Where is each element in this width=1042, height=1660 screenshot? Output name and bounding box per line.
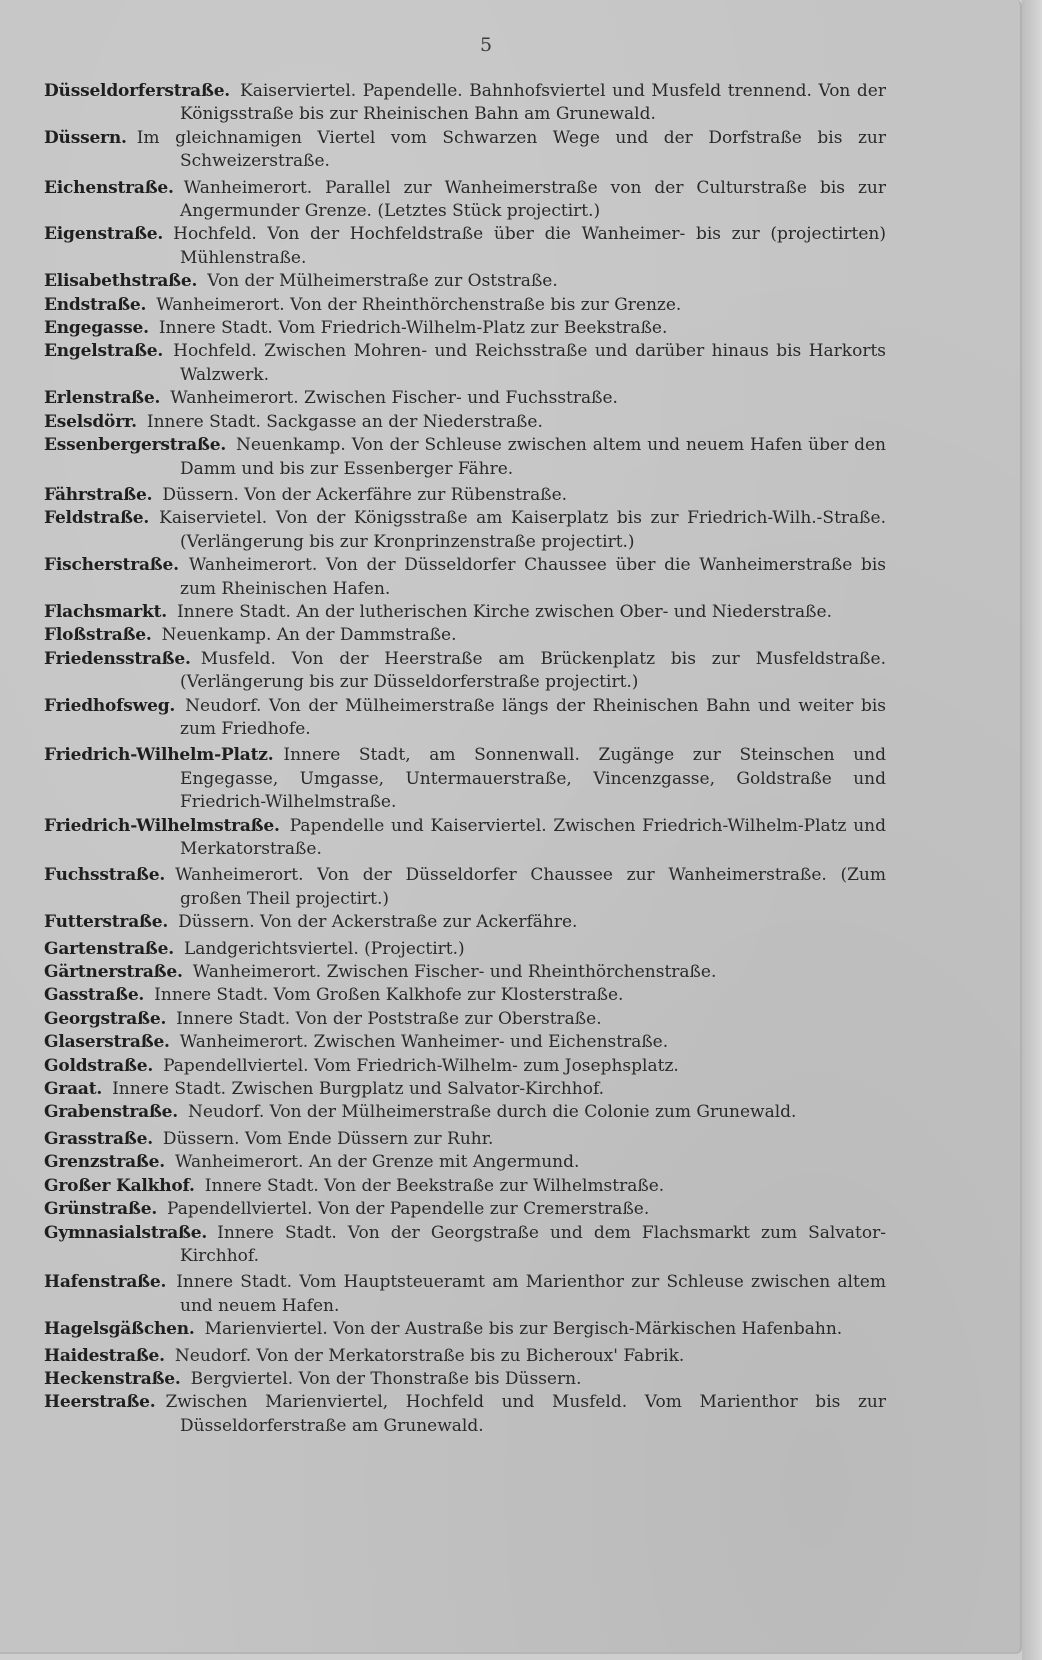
street-name: Grünstraße. bbox=[44, 1199, 158, 1220]
street-name: Endstraße. bbox=[44, 294, 147, 315]
street-description: Innere Stadt. Sackgasse an der Niederstraße. bbox=[146, 411, 543, 432]
street-name: Friedhofsweg. bbox=[44, 695, 176, 716]
street-description: Innere Stadt. Von der Georgstraße und dem Flachsmarkt zum Salvator-Kirchhof. bbox=[180, 1222, 886, 1266]
street-description: Wanheimerort. Zwischen Fischer- und Rheinthörchenstraße. bbox=[192, 962, 717, 983]
directory-entry bbox=[44, 80, 886, 127]
street-name: Feldstraße. bbox=[44, 508, 150, 529]
street-name: Gymnasialstraße. bbox=[44, 1222, 208, 1243]
directory-entry bbox=[44, 484, 886, 507]
scan-edge bbox=[1022, 0, 1042, 1660]
street-description: Wanheimerort. Von der Rheinthörchenstraße bis zur Grenze. bbox=[156, 294, 682, 315]
directory-entry bbox=[44, 1198, 886, 1221]
street-name: Grenzstraße. bbox=[44, 1152, 165, 1173]
directory-entry bbox=[44, 961, 886, 984]
street-name: Gartenstraße. bbox=[44, 938, 174, 959]
street-description: Wanheimerort. Von der Düsseldorfer Chaussee zur Wanheimerstraße. (Zum großen Theil projectirt.) bbox=[175, 865, 886, 909]
directory-entry bbox=[44, 1055, 886, 1078]
directory-entry bbox=[44, 624, 886, 647]
directory-entry bbox=[44, 554, 886, 601]
street-name: Heerstraße. bbox=[44, 1392, 156, 1413]
directory-entry bbox=[44, 1008, 886, 1031]
street-description: Innere Stadt. Vom Großen Kalkhofe zur Klosterstraße. bbox=[154, 985, 624, 1006]
street-description: Düssern. Von der Ackerfähre zur Rübenstraße. bbox=[162, 484, 568, 505]
street-name: Engegasse. bbox=[44, 318, 149, 339]
directory-entry bbox=[44, 911, 886, 934]
directory-entry bbox=[44, 1128, 886, 1151]
street-description: Zwischen Marienviertel, Hochfeld und Musfeld. Vom Marienthor bis zur Düsseldorferstraße am Grunewald. bbox=[165, 1392, 886, 1436]
directory-entry bbox=[44, 177, 886, 224]
street-name: Düssern. bbox=[44, 127, 127, 148]
street-name: Grabenstraße. bbox=[44, 1102, 178, 1123]
street-name: Fischerstraße. bbox=[44, 555, 179, 576]
street-name: Friedensstraße. bbox=[44, 648, 191, 669]
street-description: Im gleichnamigen Viertel vom Schwarzen Wege und der Dorfstraße bis zur Schweizerstraße. bbox=[136, 127, 886, 172]
street-description: Hochfeld. Zwischen Mohren- und Reichsstraße und darüber hinaus bis Harkorts Walzwerk. bbox=[173, 341, 886, 385]
street-name: Friedrich-Wilhelm-Platz. bbox=[44, 745, 274, 766]
directory-entry bbox=[44, 411, 886, 434]
street-description: Neudorf. Von der Mülheimerstraße längs der Rheinischen Bahn und weiter bis zum Friedhofe. bbox=[180, 695, 886, 739]
street-name: Elisabethstraße. bbox=[44, 271, 198, 292]
street-description: Landgerichtsviertel. (Projectirt.) bbox=[183, 938, 465, 959]
directory-entry bbox=[44, 434, 886, 481]
street-description: Innere Stadt. Zwischen Burgplatz und Salvator-Kirchhof. bbox=[112, 1079, 605, 1100]
street-name: Gärtnerstraße. bbox=[44, 962, 183, 983]
street-description: Innere Stadt. Von der Beekstraße zur Wilhelmstraße. bbox=[204, 1175, 665, 1196]
directory-entry bbox=[44, 695, 886, 742]
street-name: Goldstraße. bbox=[44, 1055, 154, 1076]
street-name: Düsseldorferstraße. bbox=[44, 81, 231, 101]
street-description: Wanheimerort. Von der Düsseldorfer Chaussee über die Wanheimerstraße bis zum Rheinischen Hafen. bbox=[180, 555, 886, 599]
street-description: Papendelle und Kaiserviertel. Zwischen Friedrich-Wilhelm-Platz und Merkatorstraße. bbox=[180, 815, 886, 859]
street-name: Fährstraße. bbox=[44, 484, 153, 505]
directory-entry bbox=[44, 223, 886, 270]
street-name: Grasstraße. bbox=[44, 1128, 153, 1149]
street-description: Kaiserviertel. Papendelle. Bahnhofsviertel und Musfeld trennend. Von der Königsstraße bis zur Rheinischen Bahn am Grunewald. bbox=[180, 81, 886, 125]
street-name: Hagelsgäßchen. bbox=[44, 1319, 195, 1340]
street-description: Innere Stadt, am Sonnenwall. Zugänge zur Steinschen und Engegasse, Umgasse, Untermauerstraße, Vincenzgasse, Goldstraße und Friedrich-Wilhelmstraße. bbox=[180, 745, 886, 813]
directory-entry bbox=[44, 744, 886, 814]
street-description: Innere Stadt. Vom Hauptsteueramt am Marienthor zur Schleuse zwischen altem und neuem Hafen. bbox=[176, 1272, 886, 1316]
street-name: Futterstraße. bbox=[44, 912, 169, 933]
directory-entry bbox=[44, 507, 886, 554]
street-name: Gasstraße. bbox=[44, 985, 145, 1006]
directory-entry bbox=[44, 1222, 886, 1269]
directory-entry bbox=[44, 601, 886, 624]
directory-entry bbox=[44, 317, 886, 340]
directory-entry bbox=[44, 1151, 886, 1174]
street-directory bbox=[44, 80, 886, 1438]
street-description: Wanheimerort. An der Grenze mit Angermund. bbox=[174, 1152, 580, 1173]
street-description: Bergviertel. Von der Thonstraße bis Düssern. bbox=[190, 1368, 582, 1389]
street-name: Heckenstraße. bbox=[44, 1368, 181, 1389]
directory-entry bbox=[44, 1031, 886, 1054]
street-name: Georgstraße. bbox=[44, 1008, 167, 1029]
directory-entry bbox=[44, 938, 886, 961]
street-description: Düssern. Vom Ende Düssern zur Ruhr. bbox=[162, 1128, 494, 1149]
directory-entry bbox=[44, 1368, 886, 1391]
street-name: Glaserstraße. bbox=[44, 1032, 170, 1053]
directory-entry bbox=[44, 1175, 886, 1198]
street-name: Haidestraße. bbox=[44, 1345, 165, 1366]
directory-entry bbox=[44, 294, 886, 317]
directory-entry bbox=[44, 648, 886, 695]
street-name: Großer Kalkhof. bbox=[44, 1175, 195, 1196]
street-description: Neuenkamp. Von der Schleuse zwischen altem und neuem Hafen über den Damm und bis zur Essenberger Fähre. bbox=[180, 435, 886, 479]
street-description: Von der Mülheimerstraße zur Oststraße. bbox=[207, 271, 558, 292]
street-description: Neudorf. Von der Merkatorstraße bis zu Bicheroux' Fabrik. bbox=[174, 1345, 685, 1366]
street-name: Eigenstraße. bbox=[44, 224, 164, 245]
street-name: Essenbergerstraße. bbox=[44, 435, 227, 456]
directory-entry bbox=[44, 1078, 886, 1101]
street-description: Papendellviertel. Von der Papendelle zur Cremerstraße. bbox=[167, 1199, 650, 1220]
street-description: Kaiservietel. Von der Königsstraße am Kaiserplatz bis zur Friedrich-Wilh.-Straße. (Verlängerung bis zur Kronprinzenstraße projectirt.) bbox=[159, 508, 886, 552]
street-description: Wanheimerort. Parallel zur Wanheimerstraße von der Culturstraße bis zur Angermunder Grenze. (Letztes Stück projectirt.) bbox=[180, 177, 886, 222]
street-name: Flachsmarkt. bbox=[44, 601, 167, 622]
street-description: Innere Stadt. Vom Friedrich-Wilhelm-Platz zur Beekstraße. bbox=[158, 318, 668, 339]
directory-entry bbox=[44, 1391, 886, 1438]
street-description: Düssern. Von der Ackerstraße zur Ackerfähre. bbox=[178, 912, 578, 933]
directory-entry bbox=[44, 1101, 886, 1124]
street-description: Wanheimerort. Zwischen Fischer- und Fuchsstraße. bbox=[170, 388, 618, 409]
street-description: Papendellviertel. Vom Friedrich-Wilhelm- zum Josephsplatz. bbox=[163, 1055, 679, 1076]
directory-entry bbox=[44, 815, 886, 862]
directory-entry bbox=[44, 1345, 886, 1368]
street-description: Innere Stadt. An der lutherischen Kirche zwischen Ober- und Niederstraße. bbox=[176, 601, 833, 622]
street-description: Wanheimerort. Zwischen Wanheimer- und Eichenstraße. bbox=[179, 1032, 669, 1053]
directory-entry bbox=[44, 127, 886, 174]
street-name: Graat. bbox=[44, 1079, 103, 1100]
street-name: Friedrich-Wilhelmstraße. bbox=[44, 815, 280, 836]
street-name: Engelstraße. bbox=[44, 341, 164, 362]
directory-entry bbox=[44, 387, 886, 410]
street-name: Hafenstraße. bbox=[44, 1272, 167, 1293]
directory-entry bbox=[44, 984, 886, 1007]
directory-entry bbox=[44, 340, 886, 387]
directory-entry bbox=[44, 270, 886, 293]
directory-entry bbox=[44, 864, 886, 911]
directory-entry bbox=[44, 1271, 886, 1318]
street-description: Innere Stadt. Von der Poststraße zur Oberstraße. bbox=[176, 1008, 602, 1029]
street-name: Fuchsstraße. bbox=[44, 865, 166, 886]
street-name: Floßstraße. bbox=[44, 625, 152, 646]
street-description: Hochfeld. Von der Hochfeldstraße über die Wanheimer- bis zur (projectirten) Mühlenstraße. bbox=[173, 224, 886, 268]
street-description: Marienviertel. Von der Austraße bis zur Bergisch-Märkischen Hafenbahn. bbox=[204, 1319, 843, 1340]
directory-entry bbox=[44, 1318, 886, 1341]
street-description: Neudorf. Von der Mülheimerstraße durch die Colonie zum Grunewald. bbox=[188, 1102, 797, 1123]
street-name: Eichenstraße. bbox=[44, 177, 174, 198]
page-number: 5 bbox=[479, 34, 493, 56]
street-description: Neuenkamp. An der Dammstraße. bbox=[161, 625, 457, 646]
street-name: Eselsdörr. bbox=[44, 411, 137, 432]
street-description: Musfeld. Von der Heerstraße am Brückenplatz bis zur Musfeldstraße. (Verlängerung bis zur Düsseldorferstraße projectirt.) bbox=[180, 648, 886, 693]
street-name: Erlenstraße. bbox=[44, 388, 161, 409]
